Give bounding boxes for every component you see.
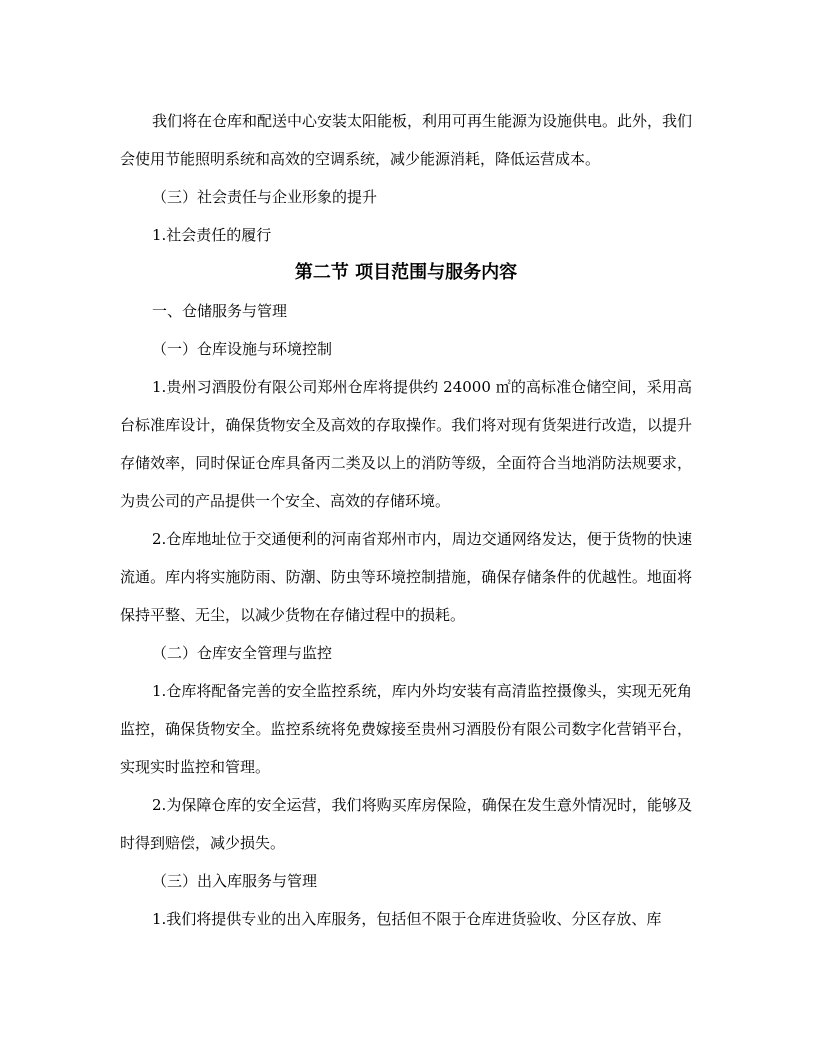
body-paragraph: 1.贵州习酒股份有限公司郑州仓库将提供约 24000 ㎡的高标准仓储空间，采用高台标准库设计，确保货物安全及高效的存取操作。我们将对现有货架进行改造，以提升存储效率，同时保证仓库具备丙二类及以上的消防等级，全面符合当地消防法规要求，为贵公司的产品提供一个安全、高效的存储环境。 [120,378,692,510]
body-paragraph: 1.我们将提供专业的出入库服务，包括但不限于仓库进货验收、分区存放、库 [152,910,662,928]
body-paragraph: 2.仓库地址位于交通便利的河南省郑州市内，周边交通网络发达，便于货物的快速流通。库内将实施防雨、防潮、防虫等环境控制措施，确保存储条件的优越性。地面将保持平整、无尘，以减少货物在存储过程中的损耗。 [120,530,692,624]
document-page [120,102,692,938]
subsection-heading: （二）仓库安全管理与监控 [152,644,333,662]
subsection-heading: （三）社会责任与企业形象的提升 [152,188,378,206]
body-paragraph: 2.为保障仓库的安全运营，我们将购买库房保险，确保在发生意外情况时，能够及时得到赔偿，减少损失。 [120,796,692,852]
list-item-heading: 1.社会责任的履行 [152,226,272,244]
chapter-heading: 一、仓储服务与管理 [152,302,288,320]
subsection-heading: （三）出入库服务与管理 [152,872,318,890]
body-paragraph: 我们将在仓库和配送中心安装太阳能板，利用可再生能源为设施供电。此外，我们会使用节能照明系统和高效的空调系统，减少能源消耗，降低运营成本。 [120,112,693,168]
body-paragraph: 1.仓库将配备完善的安全监控系统，库内外均安装有高清监控摄像头，实现无死角监控，确保货物安全。监控系统将免费嫁接至贵州习酒股份有限公司数字化营销平台，实现实时监控和管理。 [120,682,692,776]
section-title: 第二节 项目范围与服务内容 [294,262,518,283]
subsection-heading: （一）仓库设施与环境控制 [152,340,333,358]
